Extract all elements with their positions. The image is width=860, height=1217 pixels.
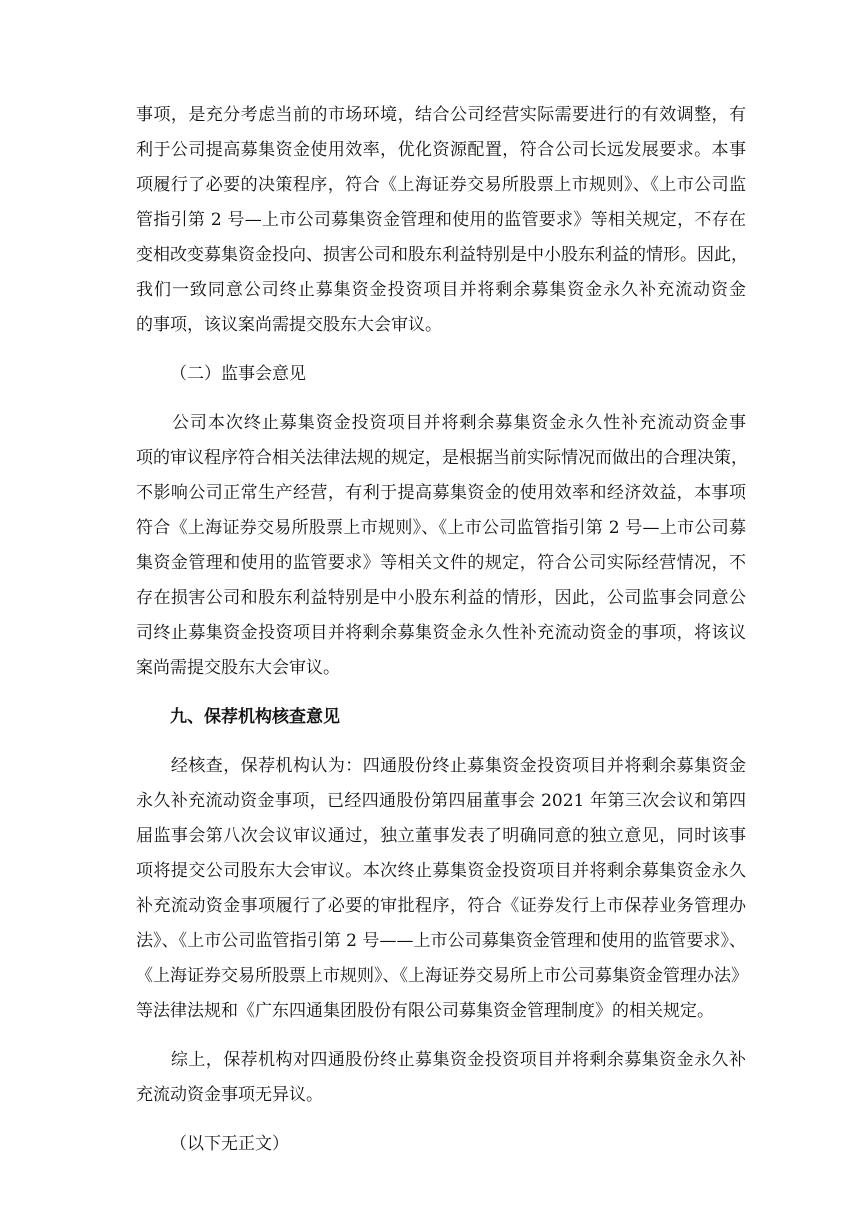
text-line: 项将提交公司股东大会审议。本次终止募集资金投资项目并将剩余募集资金永久 — [136, 861, 746, 881]
text-line: 项履行了必要的决策程序，符合《上海证券交易所股票上市规则》、《上市公司监 — [136, 175, 746, 195]
text-line: 不影响公司正常生产经营，有利于提高募集资金的使用效率和经济效益，本事项 — [136, 483, 746, 503]
text-line: 利于公司提高募集资金使用效率，优化资源配置，符合公司长远发展要求。本事 — [136, 140, 746, 160]
text-line: 符合《上海证券交易所股票上市规则》、《上市公司监管指引第 2 号—上市公司募 — [136, 518, 746, 538]
text-line: 届监事会第八次会议审议通过，独立董事发表了明确同意的独立意见，同时该事 — [136, 826, 746, 846]
paragraph-sponsor-verification — [136, 749, 746, 1029]
text-line: 司终止募集资金投资项目并将剩余募集资金永久性补充流动资金的事项，将该议 — [136, 623, 746, 643]
paragraph-supervisory-board-opinion — [136, 406, 746, 686]
text-line: 案尚需提交股东大会审议。 — [136, 658, 340, 678]
text-line: 项的审议程序符合相关法律法规的规定，是根据当前实际情况而做出的合理决策， — [136, 448, 748, 468]
text-line: 法》、《上市公司监管指引第 2 号——上市公司募集资金管理和使用的监管要求》、 — [136, 931, 746, 951]
text-line: 公司本次终止募集资金投资项目并将剩余募集资金永久性补充流动资金事 — [136, 413, 746, 433]
closing-note: （以下无正文） — [170, 1134, 289, 1154]
text-line: 事项，是充分考虑当前的市场环境，结合公司经营实际需要进行的有效调整，有 — [136, 105, 746, 125]
section-heading-supervisory-board: （二）监事会意见 — [170, 364, 306, 384]
paragraph-independent-directors-opinion — [136, 98, 746, 343]
text-line: 综上，保荐机构对四通股份终止募集资金投资项目并将剩余募集资金永久补 — [136, 1050, 746, 1070]
document-page — [136, 98, 746, 1162]
section-heading-sponsor: 九、保荐机构核查意见 — [170, 707, 340, 727]
text-line: 充流动资金事项无异议。 — [136, 1085, 323, 1105]
text-line: 我们一致同意公司终止募集资金投资项目并将剩余募集资金永久补充流动资金 — [136, 280, 746, 300]
text-line: 经核查，保荐机构认为：四通股份终止募集资金投资项目并将剩余募集资金 — [136, 756, 746, 776]
text-line: 等法律法规和《广东四通集团股份有限公司募集资金管理制度》的相关规定。 — [136, 1001, 714, 1021]
text-line: 补充流动资金事项履行了必要的审批程序，符合《证券发行上市保荐业务管理办 — [136, 896, 746, 916]
text-line: 的事项，该议案尚需提交股东大会审议。 — [136, 315, 442, 335]
text-line: 变相改变募集资金投向、损害公司和股东利益特别是中小股东利益的情形。因此， — [136, 245, 748, 265]
text-line: 《上海证券交易所股票上市规则》、《上海证券交易所上市公司募集资金管理办法》 — [136, 966, 748, 986]
text-line: 管指引第 2 号—上市公司募集资金管理和使用的监管要求》等相关规定，不存在 — [136, 210, 746, 230]
text-line: 永久补充流动资金事项，已经四通股份第四届董事会 2021 年第三次会议和第四 — [136, 791, 746, 811]
paragraph-conclusion — [136, 1043, 746, 1113]
text-line: 存在损害公司和股东利益特别是中小股东利益的情形，因此，公司监事会同意公 — [136, 588, 746, 608]
text-line: 集资金管理和使用的监管要求》等相关文件的规定，符合公司实际经营情况，不 — [136, 553, 746, 573]
